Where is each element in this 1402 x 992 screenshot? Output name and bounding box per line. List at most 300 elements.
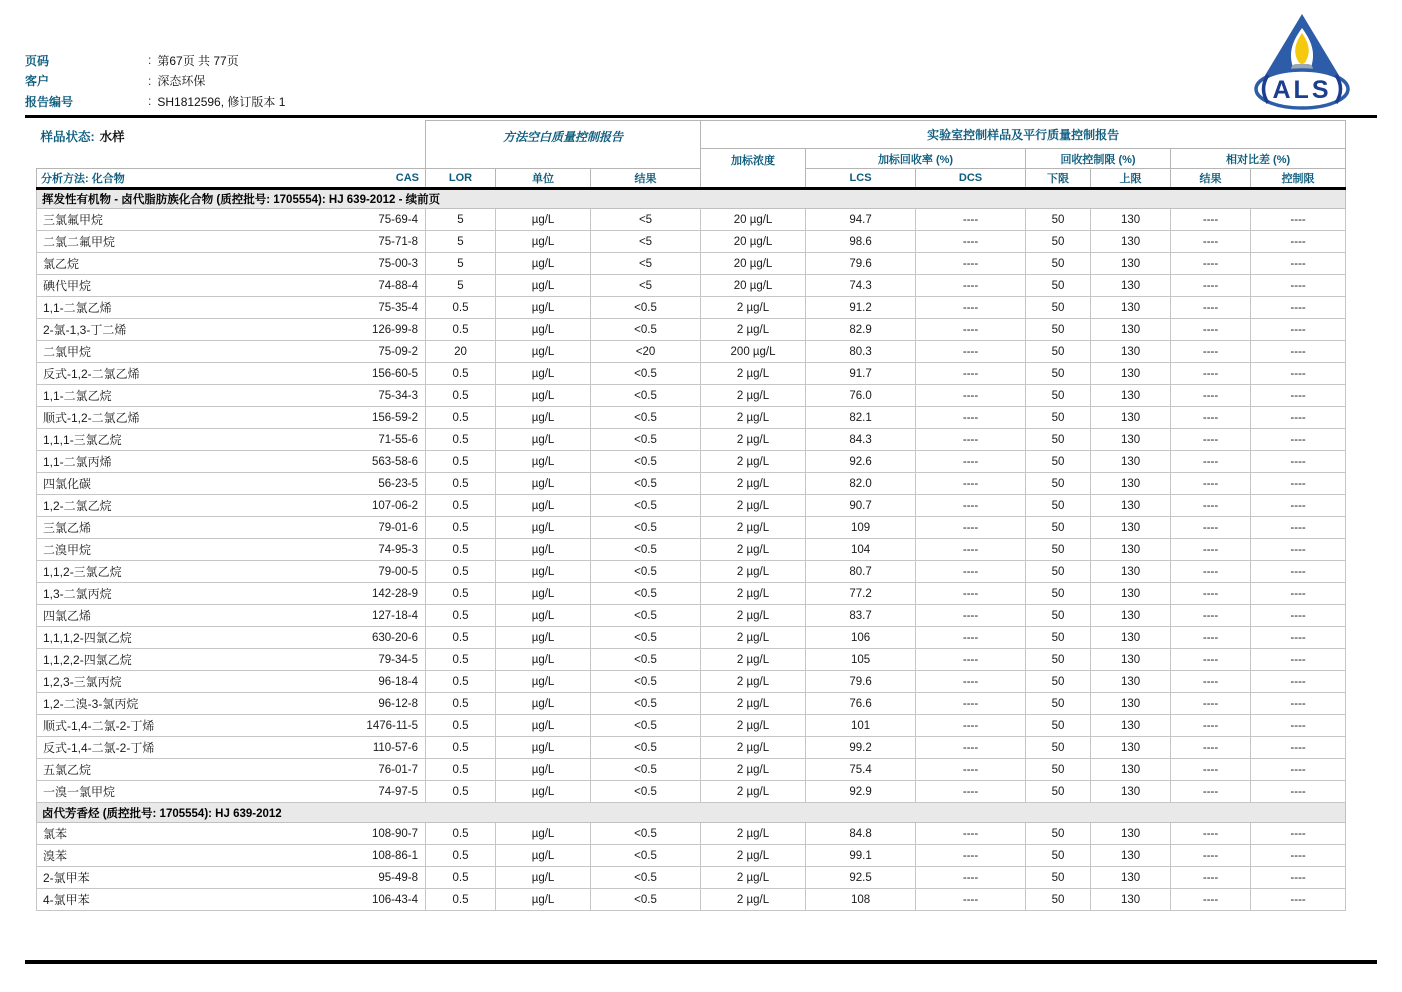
client-value: 深态环保 — [157, 74, 206, 89]
lor-cell: 0.5 — [426, 407, 496, 429]
lcs-cell: 104 — [806, 539, 916, 561]
upper-limit-cell: 130 — [1091, 495, 1171, 517]
rpd-result-cell: ---- — [1171, 539, 1251, 561]
result-cell: <0.5 — [591, 671, 701, 693]
unit-cell: µg/L — [496, 495, 591, 517]
result-cell: <5 — [591, 209, 701, 231]
rpd-result-cell: ---- — [1171, 275, 1251, 297]
section-header-row — [37, 803, 1346, 823]
lor-cell: 0.5 — [426, 385, 496, 407]
lor-cell: 5 — [426, 275, 496, 297]
lcs-cell: 76.0 — [806, 385, 916, 407]
compound-name-cell: 反式-1,4-二氯-2-丁烯 — [37, 737, 337, 759]
upper-limit-cell: 130 — [1091, 823, 1171, 845]
client-label: 客户 — [25, 74, 50, 89]
lcs-cell: 94.7 — [806, 209, 916, 231]
compound-name-cell: 四氯乙烯 — [37, 605, 337, 627]
cas-cell: 74-88-4 — [337, 275, 426, 297]
rpd-limit-cell: ---- — [1251, 605, 1346, 627]
cas-cell: 76-01-7 — [337, 759, 426, 781]
spike-concentration-cell: 200 µg/L — [701, 341, 806, 363]
compound-name-cell: 二氯二氟甲烷 — [37, 231, 337, 253]
cas-cell: 75-35-4 — [337, 297, 426, 319]
lor-cell: 0.5 — [426, 451, 496, 473]
rpd-limit-cell: ---- — [1251, 209, 1346, 231]
rpd-result-cell: ---- — [1171, 737, 1251, 759]
report-number-line — [25, 91, 285, 112]
rpd-result-cell: ---- — [1171, 429, 1251, 451]
unit-cell: µg/L — [496, 407, 591, 429]
rpd-result-cell: ---- — [1171, 693, 1251, 715]
lower-limit-cell: 50 — [1026, 473, 1091, 495]
dcs-cell: ---- — [916, 473, 1026, 495]
rpd-limit-column-header: 控制限 — [1251, 169, 1346, 189]
compound-name-cell: 1,1,2-三氯乙烷 — [37, 561, 337, 583]
lor-cell: 0.5 — [426, 473, 496, 495]
lor-cell: 0.5 — [426, 539, 496, 561]
rpd-result-cell: ---- — [1171, 495, 1251, 517]
unit-cell: µg/L — [496, 297, 591, 319]
upper-limit-cell: 130 — [1091, 649, 1171, 671]
spike-concentration-cell: 2 µg/L — [701, 429, 806, 451]
upper-limit-column-header: 上限 — [1091, 169, 1171, 189]
lor-cell: 0.5 — [426, 867, 496, 889]
result-cell: <20 — [591, 341, 701, 363]
upper-limit-cell: 130 — [1091, 715, 1171, 737]
upper-limit-cell: 130 — [1091, 517, 1171, 539]
compound-name-cell: 一溴一氯甲烷 — [37, 781, 337, 803]
table-row — [37, 297, 1346, 319]
rpd-limit-cell: ---- — [1251, 319, 1346, 341]
spike-concentration-cell: 2 µg/L — [701, 473, 806, 495]
compound-name-cell: 二氯甲烷 — [37, 341, 337, 363]
rpd-result-cell: ---- — [1171, 781, 1251, 803]
cas-cell: 108-90-7 — [337, 823, 426, 845]
lower-limit-cell: 50 — [1026, 495, 1091, 517]
compound-name-cell: 四氯化碳 — [37, 473, 337, 495]
rpd-result-cell: ---- — [1171, 715, 1251, 737]
rpd-result-cell: ---- — [1171, 561, 1251, 583]
lcs-cell: 101 — [806, 715, 916, 737]
spike-concentration-header: 加标浓度 — [701, 149, 806, 189]
rpd-result-cell: ---- — [1171, 319, 1251, 341]
compound-name-cell: 1,3-二氯丙烷 — [37, 583, 337, 605]
rpd-result-cell: ---- — [1171, 845, 1251, 867]
lcs-cell: 79.6 — [806, 671, 916, 693]
lcs-cell: 105 — [806, 649, 916, 671]
unit-cell: µg/L — [496, 845, 591, 867]
als-logo-text: ALS — [1272, 76, 1332, 104]
table-row — [37, 781, 1346, 803]
dcs-cell: ---- — [916, 253, 1026, 275]
lcs-cell: 91.7 — [806, 363, 916, 385]
unit-cell: µg/L — [496, 385, 591, 407]
dcs-cell: ---- — [916, 451, 1026, 473]
unit-cell: µg/L — [496, 823, 591, 845]
recovery-limits-header: 回收控制限 (%) — [1026, 149, 1171, 169]
upper-limit-cell: 130 — [1091, 583, 1171, 605]
dcs-cell: ---- — [916, 231, 1026, 253]
report-header — [25, 50, 285, 112]
table-row — [37, 407, 1346, 429]
lcs-cell: 84.3 — [806, 429, 916, 451]
rpd-result-cell: ---- — [1171, 341, 1251, 363]
als-logo — [1252, 12, 1352, 114]
lor-cell: 20 — [426, 341, 496, 363]
upper-limit-cell: 130 — [1091, 407, 1171, 429]
sample-status-label: 样品状态: — [40, 129, 95, 144]
table-row — [37, 561, 1346, 583]
cas-cell: 79-01-6 — [337, 517, 426, 539]
sample-status-value: 水样 — [99, 129, 125, 144]
table-row — [37, 451, 1346, 473]
compound-name-cell: 二溴甲烷 — [37, 539, 337, 561]
unit-cell: µg/L — [496, 671, 591, 693]
rpd-limit-cell: ---- — [1251, 823, 1346, 845]
dcs-cell: ---- — [916, 385, 1026, 407]
dcs-cell: ---- — [916, 693, 1026, 715]
cas-cell: 126-99-8 — [337, 319, 426, 341]
lor-cell: 0.5 — [426, 737, 496, 759]
lower-limit-cell: 50 — [1026, 737, 1091, 759]
result-cell: <0.5 — [591, 473, 701, 495]
compound-name-cell: 三氯乙烯 — [37, 517, 337, 539]
rpd-limit-cell: ---- — [1251, 341, 1346, 363]
table-row — [37, 231, 1346, 253]
table-row — [37, 759, 1346, 781]
rpd-result-cell: ---- — [1171, 889, 1251, 911]
result-column-header: 结果 — [591, 169, 701, 189]
unit-cell: µg/L — [496, 363, 591, 385]
rpd-result-cell: ---- — [1171, 823, 1251, 845]
lor-cell: 0.5 — [426, 297, 496, 319]
unit-cell: µg/L — [496, 341, 591, 363]
upper-limit-cell: 130 — [1091, 627, 1171, 649]
lower-limit-cell: 50 — [1026, 605, 1091, 627]
compound-name-cell: 1,1-二氯丙烯 — [37, 451, 337, 473]
spike-concentration-cell: 20 µg/L — [701, 253, 806, 275]
cas-cell: 106-43-4 — [337, 889, 426, 911]
rpd-limit-cell: ---- — [1251, 429, 1346, 451]
spike-concentration-cell: 2 µg/L — [701, 889, 806, 911]
upper-limit-cell: 130 — [1091, 737, 1171, 759]
top-divider — [25, 115, 1377, 118]
unit-cell: µg/L — [496, 627, 591, 649]
rpd-limit-cell: ---- — [1251, 759, 1346, 781]
table-row — [37, 867, 1346, 889]
lower-limit-cell: 50 — [1026, 341, 1091, 363]
cas-cell: 142-28-9 — [337, 583, 426, 605]
rpd-result-cell: ---- — [1171, 253, 1251, 275]
cas-cell: 96-18-4 — [337, 671, 426, 693]
cas-cell: 108-86-1 — [337, 845, 426, 867]
rpd-limit-cell: ---- — [1251, 867, 1346, 889]
lcs-column-header: LCS — [806, 169, 916, 189]
sample-status — [37, 121, 426, 169]
dcs-cell: ---- — [916, 737, 1026, 759]
spike-concentration-cell: 2 µg/L — [701, 693, 806, 715]
upper-limit-cell: 130 — [1091, 781, 1171, 803]
unit-cell: µg/L — [496, 605, 591, 627]
unit-cell: µg/L — [496, 715, 591, 737]
spike-concentration-cell: 2 µg/L — [701, 845, 806, 867]
spike-concentration-cell: 2 µg/L — [701, 495, 806, 517]
lor-cell: 0.5 — [426, 627, 496, 649]
dcs-cell: ---- — [916, 605, 1026, 627]
result-cell: <0.5 — [591, 759, 701, 781]
upper-limit-cell: 130 — [1091, 473, 1171, 495]
lcs-cell: 106 — [806, 627, 916, 649]
rpd-result-cell: ---- — [1171, 583, 1251, 605]
lower-limit-cell: 50 — [1026, 517, 1091, 539]
table-row — [37, 583, 1346, 605]
rpd-limit-cell: ---- — [1251, 561, 1346, 583]
lower-limit-cell: 50 — [1026, 845, 1091, 867]
lower-limit-cell: 50 — [1026, 539, 1091, 561]
upper-limit-cell: 130 — [1091, 385, 1171, 407]
client-line — [25, 71, 285, 92]
lower-limit-cell: 50 — [1026, 583, 1091, 605]
lor-cell: 0.5 — [426, 319, 496, 341]
lor-cell: 0.5 — [426, 781, 496, 803]
cas-cell: 71-55-6 — [337, 429, 426, 451]
unit-cell: µg/L — [496, 451, 591, 473]
upper-limit-cell: 130 — [1091, 693, 1171, 715]
als-logo-icon — [1252, 12, 1352, 114]
rpd-result-cell: ---- — [1171, 363, 1251, 385]
compound-name-cell: 溴苯 — [37, 845, 337, 867]
section-title: 卤代芳香烃 (质控批号: 1705554): HJ 639-2012 — [37, 803, 1346, 823]
compound-name-cell: 1,1,1-三氯乙烷 — [37, 429, 337, 451]
lor-cell: 0.5 — [426, 495, 496, 517]
rpd-limit-cell: ---- — [1251, 495, 1346, 517]
dcs-cell: ---- — [916, 715, 1026, 737]
lcs-cell: 109 — [806, 517, 916, 539]
lower-limit-cell: 50 — [1026, 363, 1091, 385]
result-cell: <0.5 — [591, 889, 701, 911]
upper-limit-cell: 130 — [1091, 671, 1171, 693]
spike-concentration-cell: 2 µg/L — [701, 823, 806, 845]
upper-limit-cell: 130 — [1091, 759, 1171, 781]
rpd-result-cell: ---- — [1171, 605, 1251, 627]
table-row — [37, 823, 1346, 845]
upper-limit-cell: 130 — [1091, 845, 1171, 867]
cas-cell: 56-23-5 — [337, 473, 426, 495]
rpd-limit-cell: ---- — [1251, 539, 1346, 561]
lcs-cell: 82.9 — [806, 319, 916, 341]
rpd-result-cell: ---- — [1171, 385, 1251, 407]
separator: : — [148, 53, 152, 68]
spike-concentration-cell: 20 µg/L — [701, 231, 806, 253]
compound-name-cell: 1,1,1,2-四氯乙烷 — [37, 627, 337, 649]
lower-limit-cell: 50 — [1026, 823, 1091, 845]
lor-column-header: LOR — [426, 169, 496, 189]
compound-name-cell: 碘代甲烷 — [37, 275, 337, 297]
spike-concentration-cell: 2 µg/L — [701, 319, 806, 341]
dcs-cell: ---- — [916, 759, 1026, 781]
rpd-limit-cell: ---- — [1251, 231, 1346, 253]
rpd-limit-cell: ---- — [1251, 407, 1346, 429]
unit-column-header: 单位 — [496, 169, 591, 189]
separator: : — [148, 94, 152, 109]
upper-limit-cell: 130 — [1091, 297, 1171, 319]
rpd-result-cell: ---- — [1171, 759, 1251, 781]
lower-limit-cell: 50 — [1026, 451, 1091, 473]
result-cell: <0.5 — [591, 823, 701, 845]
rpd-limit-cell: ---- — [1251, 363, 1346, 385]
page-number-value: 第67页 共 77页 — [157, 53, 239, 68]
report-number-label: 报告编号 — [25, 94, 74, 109]
unit-cell: µg/L — [496, 693, 591, 715]
lor-cell: 0.5 — [426, 561, 496, 583]
dcs-cell: ---- — [916, 275, 1026, 297]
cas-cell: 79-34-5 — [337, 649, 426, 671]
lor-cell: 0.5 — [426, 671, 496, 693]
lower-limit-cell: 50 — [1026, 275, 1091, 297]
lor-cell: 0.5 — [426, 889, 496, 911]
lcs-cell: 82.0 — [806, 473, 916, 495]
method-blank-group-header: 方法空白质量控制报告 — [426, 121, 701, 169]
result-cell: <0.5 — [591, 319, 701, 341]
rpd-limit-cell: ---- — [1251, 517, 1346, 539]
spike-concentration-cell: 2 µg/L — [701, 781, 806, 803]
lower-limit-cell: 50 — [1026, 231, 1091, 253]
separator: : — [148, 73, 152, 88]
unit-cell: µg/L — [496, 737, 591, 759]
cas-cell: 74-95-3 — [337, 539, 426, 561]
cas-cell: 79-00-5 — [337, 561, 426, 583]
lcs-cell: 80.7 — [806, 561, 916, 583]
result-cell: <0.5 — [591, 845, 701, 867]
table-row — [37, 209, 1346, 231]
spike-concentration-cell: 2 µg/L — [701, 517, 806, 539]
cas-cell: 107-06-2 — [337, 495, 426, 517]
compound-name-cell: 1,1-二氯乙烷 — [37, 385, 337, 407]
cas-cell: 563-58-6 — [337, 451, 426, 473]
spike-concentration-cell: 2 µg/L — [701, 649, 806, 671]
unit-cell: µg/L — [496, 429, 591, 451]
lcs-cell: 108 — [806, 889, 916, 911]
lor-cell: 0.5 — [426, 845, 496, 867]
dcs-cell: ---- — [916, 583, 1026, 605]
table-row — [37, 715, 1346, 737]
result-cell: <0.5 — [591, 583, 701, 605]
dcs-cell: ---- — [916, 517, 1026, 539]
cas-cell: 156-60-5 — [337, 363, 426, 385]
result-cell: <0.5 — [591, 693, 701, 715]
rpd-limit-cell: ---- — [1251, 737, 1346, 759]
dcs-cell: ---- — [916, 341, 1026, 363]
lower-limit-cell: 50 — [1026, 319, 1091, 341]
rpd-limit-cell: ---- — [1251, 385, 1346, 407]
unit-cell: µg/L — [496, 759, 591, 781]
lcs-cell: 92.6 — [806, 451, 916, 473]
result-cell: <0.5 — [591, 649, 701, 671]
table-row — [37, 341, 1346, 363]
cas-cell: 1476-11-5 — [337, 715, 426, 737]
compound-name-cell: 顺式-1,2-二氯乙烯 — [37, 407, 337, 429]
spike-concentration-cell: 2 µg/L — [701, 627, 806, 649]
lor-cell: 0.5 — [426, 429, 496, 451]
rpd-result-column-header: 结果 — [1171, 169, 1251, 189]
spike-concentration-cell: 2 µg/L — [701, 605, 806, 627]
spike-concentration-cell: 2 µg/L — [701, 737, 806, 759]
rpd-result-cell: ---- — [1171, 517, 1251, 539]
rpd-limit-cell: ---- — [1251, 451, 1346, 473]
dcs-column-header: DCS — [916, 169, 1026, 189]
table-row — [37, 385, 1346, 407]
lower-limit-cell: 50 — [1026, 407, 1091, 429]
upper-limit-cell: 130 — [1091, 561, 1171, 583]
table-row — [37, 627, 1346, 649]
upper-limit-cell: 130 — [1091, 319, 1171, 341]
dcs-cell: ---- — [916, 889, 1026, 911]
unit-cell: µg/L — [496, 781, 591, 803]
upper-limit-cell: 130 — [1091, 451, 1171, 473]
rpd-result-cell: ---- — [1171, 473, 1251, 495]
lower-limit-cell: 50 — [1026, 781, 1091, 803]
cas-column-header: CAS — [395, 172, 419, 184]
bottom-divider — [25, 960, 1377, 964]
compound-name-cell: 氯乙烷 — [37, 253, 337, 275]
rpd-result-cell: ---- — [1171, 671, 1251, 693]
result-cell: <0.5 — [591, 561, 701, 583]
spike-concentration-cell: 2 µg/L — [701, 671, 806, 693]
dcs-cell: ---- — [916, 429, 1026, 451]
cas-cell: 75-69-4 — [337, 209, 426, 231]
lower-limit-cell: 50 — [1026, 297, 1091, 319]
upper-limit-cell: 130 — [1091, 363, 1171, 385]
compound-name-cell: 三氯氟甲烷 — [37, 209, 337, 231]
lor-cell: 5 — [426, 209, 496, 231]
table-row — [37, 649, 1346, 671]
table-row — [37, 473, 1346, 495]
table-row — [37, 495, 1346, 517]
method-compound-header — [37, 169, 426, 189]
unit-cell: µg/L — [496, 649, 591, 671]
compound-name-cell: 反式-1,2-二氯乙烯 — [37, 363, 337, 385]
compound-name-cell: 2-氯甲苯 — [37, 867, 337, 889]
result-cell: <0.5 — [591, 539, 701, 561]
result-cell: <0.5 — [591, 737, 701, 759]
compound-name-cell: 1,1-二氯乙烯 — [37, 297, 337, 319]
lor-cell: 0.5 — [426, 583, 496, 605]
rpd-result-cell: ---- — [1171, 627, 1251, 649]
upper-limit-cell: 130 — [1091, 341, 1171, 363]
upper-limit-cell: 130 — [1091, 605, 1171, 627]
compound-name-cell: 氯苯 — [37, 823, 337, 845]
lcs-cell: 80.3 — [806, 341, 916, 363]
result-cell: <0.5 — [591, 451, 701, 473]
table-row — [37, 693, 1346, 715]
dcs-cell: ---- — [916, 671, 1026, 693]
result-cell: <0.5 — [591, 385, 701, 407]
compound-name-cell: 4-氯甲苯 — [37, 889, 337, 911]
lor-cell: 0.5 — [426, 823, 496, 845]
lcs-cell: 83.7 — [806, 605, 916, 627]
table-row — [37, 737, 1346, 759]
upper-limit-cell: 130 — [1091, 867, 1171, 889]
dcs-cell: ---- — [916, 845, 1026, 867]
unit-cell: µg/L — [496, 275, 591, 297]
lower-limit-cell: 50 — [1026, 561, 1091, 583]
unit-cell: µg/L — [496, 209, 591, 231]
result-cell: <5 — [591, 253, 701, 275]
section-header-row — [37, 189, 1346, 209]
lcs-cell: 92.9 — [806, 781, 916, 803]
rpd-limit-cell: ---- — [1251, 671, 1346, 693]
rpd-limit-cell: ---- — [1251, 889, 1346, 911]
